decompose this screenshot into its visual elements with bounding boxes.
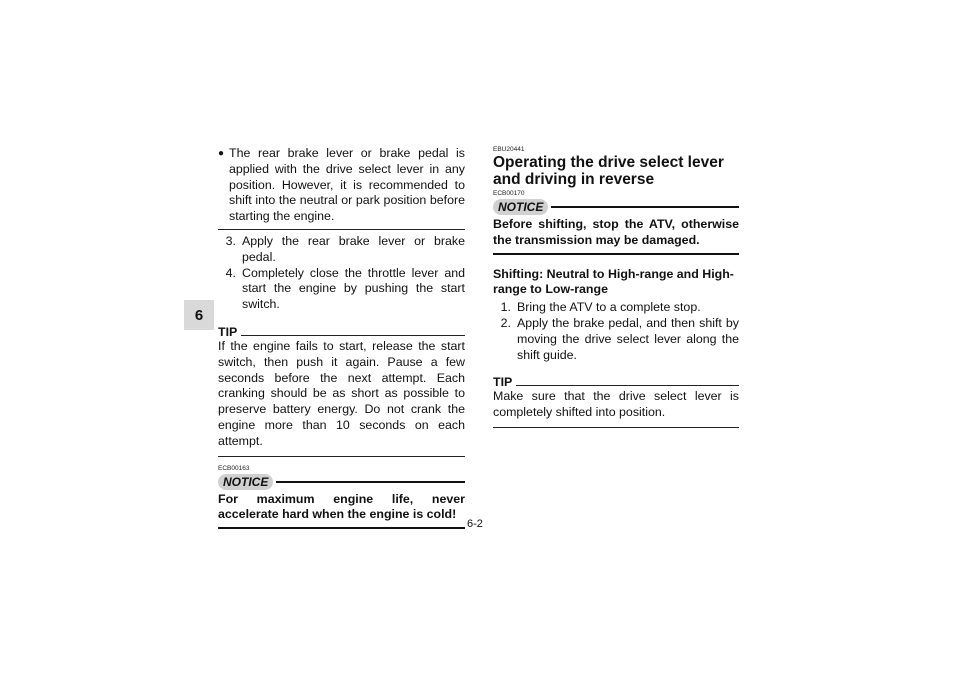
section-code: EBU20441 [493, 146, 525, 153]
step-number: 1. [500, 300, 511, 315]
step-text: Apply the brake pedal, and then shift by moving the drive select lever along the shift guide. [517, 315, 739, 362]
section-title: Operating the drive select lever and driving in reverse [493, 154, 724, 188]
tip-rule [241, 335, 465, 336]
left-column [218, 146, 465, 529]
step-item [493, 316, 739, 363]
step-number: 3. [225, 233, 236, 248]
tip-header [493, 375, 739, 389]
notice-header [493, 199, 739, 215]
tip-end-rule [493, 427, 739, 428]
notice-rule [551, 206, 739, 208]
right-column [493, 146, 739, 428]
step-item [218, 266, 465, 313]
notice-label: NOTICE [218, 474, 273, 490]
chapter-tab [184, 300, 214, 330]
page-number: 6-2 [467, 518, 483, 530]
step-list [493, 300, 739, 363]
step-item [218, 234, 465, 266]
notice-header [218, 474, 465, 490]
notice-text: Before shifting, stop the ATV, otherwise the transmission may be damaged. [493, 217, 739, 247]
notice-code: ECB00170 [493, 190, 525, 197]
bullet-text: The rear brake lever or brake pedal is applied with the drive select lever in any position. However, it is recommended to shift into the neutral or park position before starting the engine. [229, 146, 465, 224]
step-number: 4. [225, 265, 236, 280]
notice-end-rule [493, 253, 739, 255]
tip-label: TIP [218, 324, 238, 339]
step-item [493, 300, 739, 316]
step-list [218, 234, 465, 313]
notice-code: ECB00163 [218, 464, 250, 472]
bullet-item [218, 146, 465, 225]
step-text: Completely close the throttle lever and start the engine by pushing the start switch. [242, 265, 465, 312]
tip-rule [516, 385, 739, 386]
notice-text: For maximum engine life, never accelerate hard when the engine is cold! [218, 491, 465, 522]
step-text: Apply the rear brake lever or brake pedal. [242, 233, 465, 264]
step-number: 2. [500, 315, 511, 330]
tip-text: Make sure that the drive select lever is completely shifted into position. [493, 389, 739, 420]
notice-end-rule [218, 527, 465, 529]
subheading: Shifting: Neutral to High-range and High-range to Low-range [493, 266, 734, 297]
step-text: Bring the ATV to a complete stop. [517, 300, 701, 315]
chapter-number: 6 [194, 306, 204, 324]
bullet-icon: ● [218, 148, 225, 159]
divider [218, 229, 465, 230]
notice-label: NOTICE [493, 199, 548, 215]
notice-rule [276, 481, 465, 483]
tip-text: If the engine fails to start, release the start switch, then push it again. Pause a few seconds before the next attempt. Each cranking should be as short as possible to preserve battery energy. Do not crank the engine more than 10 seconds on each attempt. [218, 338, 465, 448]
tip-end-rule [218, 456, 465, 457]
tip-label: TIP [493, 375, 513, 390]
tip-header [218, 325, 465, 339]
